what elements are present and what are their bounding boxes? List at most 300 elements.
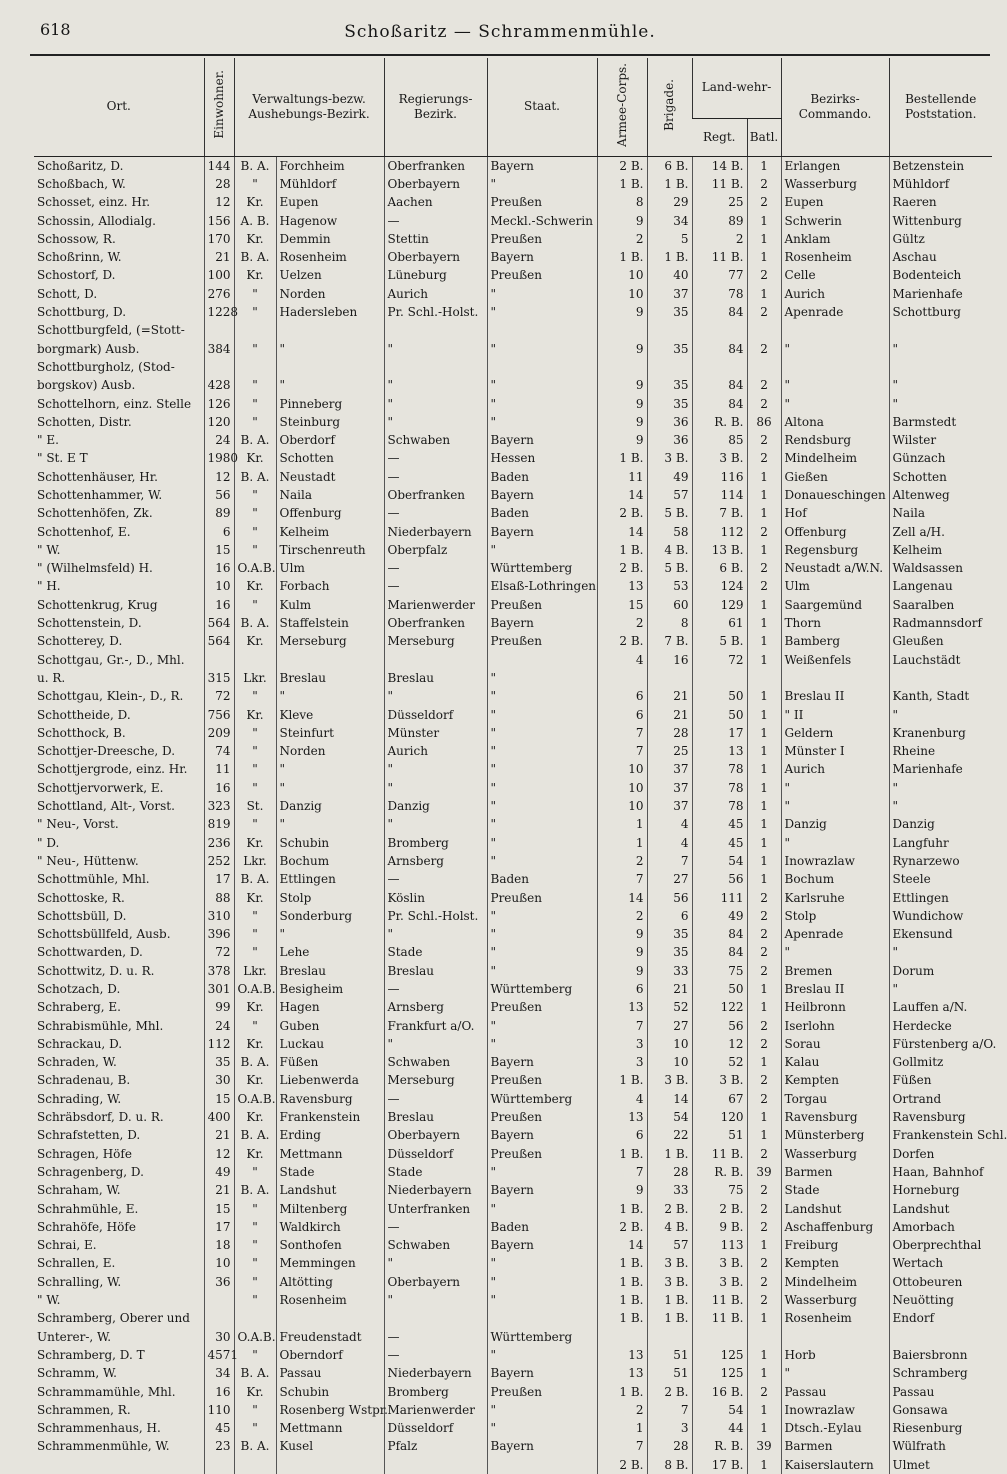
cell-armee-corps: 9: [597, 1181, 647, 1199]
cell-einwohner: 16: [204, 596, 234, 614]
cell-ort: u. R.: [37, 670, 66, 685]
cell-landwehr-batl: 2: [747, 431, 781, 449]
cell-brigade: 28: [647, 1163, 692, 1181]
cell-staat: [487, 1456, 597, 1474]
cell-brigade: 35: [647, 943, 692, 961]
cell-verwaltung-type: Lkr.: [234, 669, 276, 687]
table-row: [34, 596, 992, 614]
cell-poststation: Langfuhr: [889, 833, 992, 851]
cell-armee-corps: 1 B.: [597, 1309, 647, 1327]
cell-landwehr-regt: 13: [692, 742, 747, 760]
cell-staat: Bayern: [487, 614, 597, 632]
cell-einwohner: 315: [204, 669, 234, 687]
cell-verwaltung-type: ": [234, 742, 276, 760]
cell-landwehr-batl: 1: [747, 486, 781, 504]
cell-einwohner: 30: [204, 1328, 234, 1346]
cell-regierung: Niederbayern: [384, 1181, 487, 1199]
table-row: [34, 614, 992, 632]
cell-verwaltung-bezirk: [276, 1309, 384, 1327]
table-row: [34, 742, 992, 760]
cell-ort: Schottsbüllfeld, Ausb.: [37, 927, 171, 942]
cell-verwaltung-bezirk: Erding: [276, 1126, 384, 1144]
cell-einwohner: 301: [204, 980, 234, 998]
cell-brigade: 8 B.: [647, 1456, 692, 1474]
cell-poststation: Gültz: [889, 230, 992, 248]
cell-regierung: Schwaben: [384, 1053, 487, 1071]
cell-armee-corps: 7: [597, 1016, 647, 1034]
cell-verwaltung-bezirk: Passau: [276, 1364, 384, 1382]
cell-verwaltung-bezirk: Forchheim: [276, 156, 384, 175]
cell-brigade: 35: [647, 394, 692, 412]
header-batl: Batl.: [747, 118, 781, 156]
cell-landwehr-regt: R. B.: [692, 1437, 747, 1455]
cell-verwaltung-type: Kr.: [234, 1071, 276, 1089]
cell-verwaltung-bezirk: Oberndorf: [276, 1346, 384, 1364]
cell-einwohner: 45: [204, 1419, 234, 1437]
table-row: [34, 651, 992, 669]
cell-armee-corps: 9: [597, 943, 647, 961]
cell-regierung: [384, 1309, 487, 1327]
table-row: [34, 1126, 992, 1144]
table-row: [34, 1163, 992, 1181]
cell-verwaltung-bezirk: Demmin: [276, 230, 384, 248]
cell-verwaltung-type: ": [234, 486, 276, 504]
cell-ort: " E.: [37, 433, 59, 448]
cell-bezirks-kommando: Hof: [781, 504, 889, 522]
cell-bezirks-kommando: Danzig: [781, 815, 889, 833]
cell-brigade: 5 B.: [647, 504, 692, 522]
cell-landwehr-batl: 1: [747, 1401, 781, 1419]
table-row: [34, 193, 992, 211]
cell-einwohner: 10: [204, 1254, 234, 1272]
cell-verwaltung-type: Kr.: [234, 266, 276, 284]
cell-einwohner: 1980: [204, 449, 234, 467]
cell-bezirks-kommando: ": [781, 394, 889, 412]
cell-armee-corps: 1 B.: [597, 1291, 647, 1309]
cell-bezirks-kommando: Rendsburg: [781, 431, 889, 449]
table-row: [34, 1456, 992, 1474]
cell-verwaltung-bezirk: Stade: [276, 1163, 384, 1181]
cell-landwehr-regt: 12: [692, 1035, 747, 1053]
table-row: [34, 1145, 992, 1163]
cell-landwehr-regt: 50: [692, 980, 747, 998]
cell-poststation: Ettlingen: [889, 888, 992, 906]
cell-einwohner: 30: [204, 1071, 234, 1089]
cell-landwehr-regt: 54: [692, 1401, 747, 1419]
cell-poststation: Marienhafe: [889, 285, 992, 303]
cell-regierung: Schwaben: [384, 431, 487, 449]
cell-ort: Schramberg, D. T: [37, 1347, 145, 1362]
cell-armee-corps: 10: [597, 797, 647, 815]
cell-verwaltung-bezirk: Norden: [276, 742, 384, 760]
gazetteer-table: [34, 58, 1007, 1474]
cell-landwehr-batl: 39: [747, 1163, 781, 1181]
cell-verwaltung-bezirk: Schubin: [276, 833, 384, 851]
cell-ort: " H.: [37, 579, 61, 594]
cell-brigade: 4: [647, 815, 692, 833]
cell-einwohner: 156: [204, 211, 234, 229]
cell-verwaltung-bezirk: Neustadt: [276, 468, 384, 486]
cell-verwaltung-type: ": [234, 522, 276, 540]
cell-bezirks-kommando: Anklam: [781, 230, 889, 248]
cell-brigade: [647, 669, 692, 687]
cell-regierung: ": [384, 815, 487, 833]
cell-staat: ": [487, 833, 597, 851]
cell-staat: ": [487, 815, 597, 833]
cell-staat: ": [487, 1346, 597, 1364]
cell-poststation: Oberprechthal: [889, 1236, 992, 1254]
cell-staat: ": [487, 925, 597, 943]
cell-bezirks-kommando: Inowrazlaw: [781, 1401, 889, 1419]
cell-verwaltung-bezirk: Steinburg: [276, 413, 384, 431]
cell-poststation: Endorf: [889, 1309, 992, 1327]
cell-landwehr-regt: 11 B.: [692, 1291, 747, 1309]
cell-brigade: 16: [647, 651, 692, 669]
cell-verwaltung-type: ": [234, 1291, 276, 1309]
table-row: [34, 394, 992, 412]
table-row: [34, 486, 992, 504]
table-row: [34, 852, 992, 870]
cell-regierung: —: [384, 468, 487, 486]
cell-regierung: Aurich: [384, 285, 487, 303]
cell-ort: Schralling, W.: [37, 1274, 122, 1289]
cell-einwohner: 21: [204, 248, 234, 266]
cell-bezirks-kommando: [781, 358, 889, 376]
cell-verwaltung-bezirk: Memmingen: [276, 1254, 384, 1272]
cell-armee-corps: 10: [597, 760, 647, 778]
cell-einwohner: 1228: [204, 303, 234, 321]
cell-bezirks-kommando: ": [781, 339, 889, 357]
cell-ort: Schottsbüll, D.: [37, 908, 127, 923]
cell-staat: Preußen: [487, 1382, 597, 1400]
cell-armee-corps: 1 B.: [597, 1254, 647, 1272]
cell-poststation: Baiersbronn: [889, 1346, 992, 1364]
cell-verwaltung-type: B. A.: [234, 1364, 276, 1382]
cell-brigade: 28: [647, 1437, 692, 1455]
header-kommando: Bezirks-Commando.: [781, 58, 889, 156]
cell-ort: " W.: [37, 1293, 61, 1308]
cell-verwaltung-type: O.A.B.: [234, 559, 276, 577]
cell-armee-corps: 6: [597, 705, 647, 723]
cell-armee-corps: 8: [597, 193, 647, 211]
cell-bezirks-kommando: Münsterberg: [781, 1126, 889, 1144]
cell-armee-corps: [597, 669, 647, 687]
cell-bezirks-kommando: Thorn: [781, 614, 889, 632]
cell-bezirks-kommando: Dtsch.-Eylau: [781, 1419, 889, 1437]
table-row: [34, 870, 992, 888]
cell-verwaltung-bezirk: Liebenwerda: [276, 1071, 384, 1089]
cell-regierung: Oberfranken: [384, 486, 487, 504]
cell-regierung: Merseburg: [384, 632, 487, 650]
cell-bezirks-kommando: Wasserburg: [781, 175, 889, 193]
cell-poststation: Lauchstädt: [889, 651, 992, 669]
cell-verwaltung-bezirk: Besigheim: [276, 980, 384, 998]
cell-ort: Schotten, Distr.: [37, 414, 132, 429]
cell-landwehr-regt: [692, 321, 747, 339]
cell-staat: Bayern: [487, 156, 597, 175]
cell-verwaltung-type: Kr.: [234, 998, 276, 1016]
cell-regierung: ": [384, 1035, 487, 1053]
cell-regierung: Niederbayern: [384, 1364, 487, 1382]
cell-staat: ": [487, 394, 597, 412]
cell-verwaltung-bezirk: Ettlingen: [276, 870, 384, 888]
cell-regierung: Oberfranken: [384, 156, 487, 175]
cell-landwehr-batl: 2: [747, 1273, 781, 1291]
cell-einwohner: 18: [204, 1236, 234, 1254]
cell-regierung: —: [384, 1090, 487, 1108]
cell-ort: Schrafstetten, D.: [37, 1128, 141, 1143]
header-regierung: Regierungs-Bezirk.: [384, 58, 487, 156]
cell-regierung: Frankfurt a/O.: [384, 1016, 487, 1034]
cell-poststation: Marienhafe: [889, 760, 992, 778]
cell-poststation: Wülfrath: [889, 1437, 992, 1455]
cell-poststation: Günzach: [889, 449, 992, 467]
cell-einwohner: 209: [204, 724, 234, 742]
cell-einwohner: 819: [204, 815, 234, 833]
cell-brigade: 25: [647, 742, 692, 760]
cell-ort: Schrabismühle, Mhl.: [37, 1018, 164, 1033]
cell-ort: Schottenstein, D.: [37, 616, 142, 631]
table-row: [34, 962, 992, 980]
cell-landwehr-batl: 1: [747, 815, 781, 833]
cell-bezirks-kommando: ": [781, 833, 889, 851]
cell-regierung: —: [384, 1346, 487, 1364]
cell-staat: ": [487, 303, 597, 321]
cell-poststation: Wittenburg: [889, 211, 992, 229]
cell-staat: ": [487, 339, 597, 357]
cell-armee-corps: 14: [597, 1236, 647, 1254]
cell-ort: Schottburgholz, (Stod-: [37, 359, 175, 374]
table-row: [34, 376, 992, 394]
cell-ort: Schrahmühle, E.: [37, 1201, 139, 1216]
cell-brigade: 40: [647, 266, 692, 284]
cell-bezirks-kommando: Inowrazlaw: [781, 852, 889, 870]
cell-regierung: Oberfranken: [384, 614, 487, 632]
cell-staat: Preußen: [487, 266, 597, 284]
cell-regierung: ": [384, 376, 487, 394]
cell-verwaltung-bezirk: Schubin: [276, 1382, 384, 1400]
cell-poststation: Ekensund: [889, 925, 992, 943]
cell-brigade: 1 B.: [647, 1145, 692, 1163]
cell-verwaltung-type: Lkr.: [234, 962, 276, 980]
cell-poststation: Kelheim: [889, 541, 992, 559]
cell-landwehr-batl: 2: [747, 303, 781, 321]
cell-verwaltung-type: B. A.: [234, 468, 276, 486]
cell-staat: Bayern: [487, 1364, 597, 1382]
cell-verwaltung-type: ": [234, 760, 276, 778]
cell-brigade: [647, 358, 692, 376]
cell-landwehr-regt: 45: [692, 815, 747, 833]
cell-verwaltung-bezirk: Freudenstadt: [276, 1328, 384, 1346]
cell-einwohner: 21: [204, 1181, 234, 1199]
header-poststation: Bestellende Poststation.: [889, 58, 992, 156]
cell-regierung: Oberpfalz: [384, 541, 487, 559]
cell-brigade: 34: [647, 211, 692, 229]
cell-armee-corps: [597, 1328, 647, 1346]
cell-poststation: [889, 669, 992, 687]
cell-staat: Preußen: [487, 230, 597, 248]
cell-einwohner: 6: [204, 522, 234, 540]
table-row: [34, 1437, 992, 1455]
cell-bezirks-kommando: ": [781, 1364, 889, 1382]
cell-brigade: 3 B.: [647, 1273, 692, 1291]
cell-landwehr-regt: 17 B.: [692, 1456, 747, 1474]
cell-einwohner: 16: [204, 1382, 234, 1400]
cell-brigade: 35: [647, 925, 692, 943]
cell-armee-corps: 9: [597, 431, 647, 449]
cell-armee-corps: 1 B.: [597, 1071, 647, 1089]
cell-armee-corps: 2: [597, 907, 647, 925]
cell-landwehr-regt: R. B.: [692, 413, 747, 431]
cell-bezirks-kommando: Rosenheim: [781, 248, 889, 266]
cell-verwaltung-bezirk: Breslau: [276, 962, 384, 980]
cell-landwehr-batl: 2: [747, 376, 781, 394]
cell-poststation: Passau: [889, 1382, 992, 1400]
cell-verwaltung-type: ": [234, 1199, 276, 1217]
cell-verwaltung-bezirk: Ravensburg: [276, 1090, 384, 1108]
cell-einwohner: 15: [204, 1090, 234, 1108]
cell-ort: Schraberg, E.: [37, 1000, 121, 1015]
cell-staat: ": [487, 669, 597, 687]
cell-verwaltung-bezirk: Kusel: [276, 1437, 384, 1455]
cell-einwohner: 17: [204, 1218, 234, 1236]
cell-verwaltung-bezirk: [276, 358, 384, 376]
cell-einwohner: 11: [204, 760, 234, 778]
cell-landwehr-batl: 1: [747, 1456, 781, 1474]
cell-brigade: 21: [647, 980, 692, 998]
table-row: [34, 907, 992, 925]
cell-verwaltung-type: B. A.: [234, 156, 276, 175]
cell-poststation: Ravensburg: [889, 1108, 992, 1126]
cell-poststation: Gollmitz: [889, 1053, 992, 1071]
cell-verwaltung-type: Kr.: [234, 705, 276, 723]
cell-regierung: Schwaben: [384, 1236, 487, 1254]
cell-staat: Preußen: [487, 1071, 597, 1089]
cell-ort: " Neu-, Hüttenw.: [37, 853, 139, 868]
cell-landwehr-regt: 124: [692, 577, 747, 595]
cell-verwaltung-bezirk: Tirschenreuth: [276, 541, 384, 559]
cell-verwaltung-bezirk: Landshut: [276, 1181, 384, 1199]
header-brigade: Brigade.: [647, 58, 692, 156]
cell-brigade: 49: [647, 468, 692, 486]
cell-poststation: Wilster: [889, 431, 992, 449]
cell-regierung: —: [384, 980, 487, 998]
cell-staat: ": [487, 760, 597, 778]
table-row: [34, 1090, 992, 1108]
table-row: [34, 888, 992, 906]
cell-einwohner: 323: [204, 797, 234, 815]
cell-ort: Schottjervorwerk, E.: [37, 780, 164, 795]
cell-verwaltung-type: ": [234, 1401, 276, 1419]
cell-brigade: 1 B.: [647, 248, 692, 266]
cell-verwaltung-bezirk: Guben: [276, 1016, 384, 1034]
cell-einwohner: 72: [204, 943, 234, 961]
cell-staat: ": [487, 1254, 597, 1272]
cell-landwehr-batl: 1: [747, 852, 781, 870]
cell-staat: ": [487, 943, 597, 961]
cell-poststation: Rheine: [889, 742, 992, 760]
cell-staat: Bayern: [487, 431, 597, 449]
cell-poststation: Gleußen: [889, 632, 992, 650]
cell-verwaltung-type: ": [234, 925, 276, 943]
cell-verwaltung-bezirk: Hagenow: [276, 211, 384, 229]
table-row: [34, 1071, 992, 1089]
cell-landwehr-batl: 1: [747, 211, 781, 229]
cell-landwehr-batl: 1: [747, 614, 781, 632]
cell-ort: Schotzach, D.: [37, 982, 121, 996]
cell-landwehr-batl: 1: [747, 742, 781, 760]
cell-armee-corps: 9: [597, 339, 647, 357]
cell-einwohner: 12: [204, 1145, 234, 1163]
cell-brigade: 35: [647, 303, 692, 321]
cell-brigade: 33: [647, 1181, 692, 1199]
cell-landwehr-regt: 78: [692, 760, 747, 778]
cell-verwaltung-type: A. B.: [234, 211, 276, 229]
cell-landwehr-regt: 78: [692, 797, 747, 815]
cell-bezirks-kommando: Mindelheim: [781, 1273, 889, 1291]
cell-landwehr-regt: 111: [692, 888, 747, 906]
table-row: [34, 632, 992, 650]
cell-bezirks-kommando: Landshut: [781, 1199, 889, 1217]
table-row: [34, 1199, 992, 1217]
cell-staat: ": [487, 285, 597, 303]
cell-regierung: Stettin: [384, 230, 487, 248]
cell-bezirks-kommando: Münster I: [781, 742, 889, 760]
cell-poststation: Mühldorf: [889, 175, 992, 193]
cell-poststation: ": [889, 705, 992, 723]
cell-armee-corps: 13: [597, 1346, 647, 1364]
cell-ort: " D.: [37, 835, 60, 850]
cell-landwehr-batl: 2: [747, 559, 781, 577]
cell-armee-corps: 9: [597, 962, 647, 980]
cell-ort: " W.: [37, 542, 61, 557]
cell-staat: ": [487, 376, 597, 394]
cell-poststation: Fürstenberg a/O.: [889, 1035, 992, 1053]
table-row: [34, 1236, 992, 1254]
cell-poststation: Ortrand: [889, 1090, 992, 1108]
cell-verwaltung-bezirk: Staffelstein: [276, 614, 384, 632]
cell-landwehr-batl: 1: [747, 1108, 781, 1126]
cell-verwaltung-type: ": [234, 1346, 276, 1364]
table-row: [34, 504, 992, 522]
cell-landwehr-regt: 77: [692, 266, 747, 284]
cell-poststation: Raeren: [889, 193, 992, 211]
cell-einwohner: 15: [204, 1199, 234, 1217]
cell-verwaltung-type: ": [234, 687, 276, 705]
cell-staat: Hessen: [487, 449, 597, 467]
cell-ort: borgskov) Ausb.: [37, 378, 136, 393]
cell-einwohner: 310: [204, 907, 234, 925]
cell-verwaltung-bezirk: Kelheim: [276, 522, 384, 540]
cell-verwaltung-type: ": [234, 1419, 276, 1437]
cell-regierung: Düsseldorf: [384, 1419, 487, 1437]
cell-einwohner: 36: [204, 1273, 234, 1291]
cell-poststation: Lauffen a/N.: [889, 998, 992, 1016]
cell-verwaltung-type: [234, 651, 276, 669]
cell-armee-corps: [597, 321, 647, 339]
cell-landwehr-regt: 72: [692, 651, 747, 669]
cell-brigade: 51: [647, 1364, 692, 1382]
cell-einwohner: 28: [204, 175, 234, 193]
cell-bezirks-kommando: Aurich: [781, 760, 889, 778]
cell-bezirks-kommando: Stade: [781, 1181, 889, 1199]
cell-brigade: 7: [647, 852, 692, 870]
cell-armee-corps: 13: [597, 1364, 647, 1382]
cell-poststation: Dorfen: [889, 1145, 992, 1163]
cell-verwaltung-bezirk: Oberdorf: [276, 431, 384, 449]
cell-verwaltung-bezirk: Eupen: [276, 193, 384, 211]
cell-armee-corps: 9: [597, 376, 647, 394]
